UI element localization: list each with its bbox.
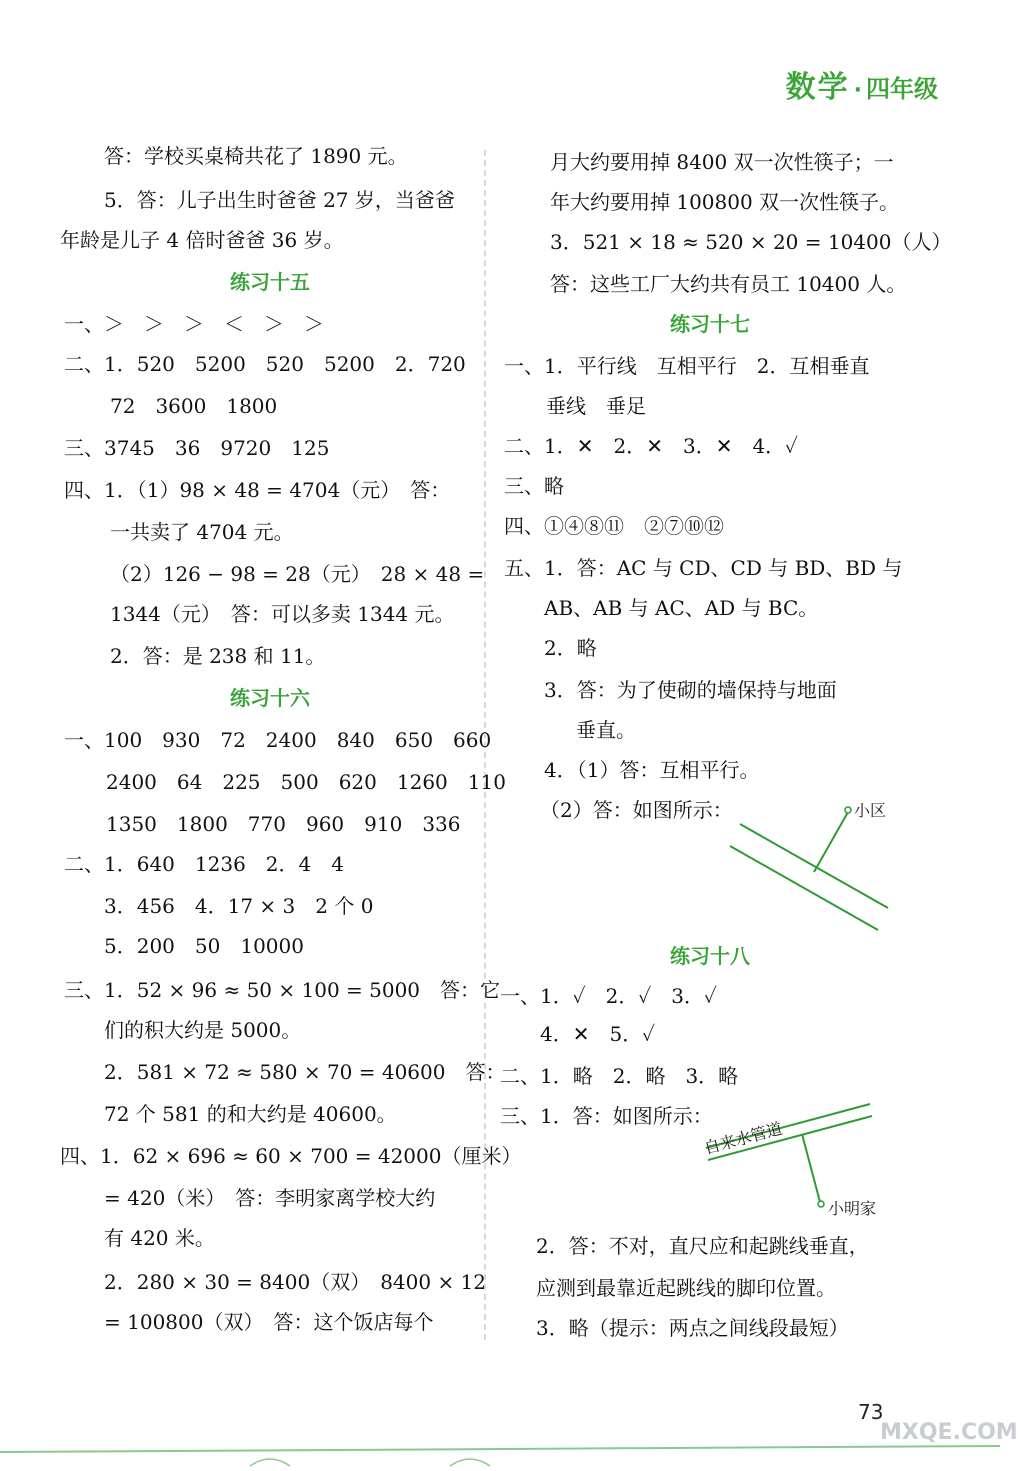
page-number: 73 (858, 1400, 884, 1424)
text-line: 3．略（提示：两点之间线段最短） (536, 1316, 849, 1340)
text-line: AB、AB 与 AC、AD 与 BC。 (544, 596, 819, 620)
header-grade: 四年级 (866, 75, 938, 103)
perpendicular-path (802, 1134, 820, 1202)
text-line: （2）126 − 98 = 28（元） 28 × 48 = (110, 562, 485, 586)
text-line: 4．（1）答：互相平行。 (544, 758, 760, 782)
text-line: 们的积大约是 5000。 (104, 1018, 302, 1042)
parallel-lines-figure (720, 790, 910, 940)
text-line: 5．200 50 10000 (104, 934, 304, 958)
text-line: 四、1．（1）98 × 48 = 4704（元） 答： (64, 478, 451, 502)
page-header (786, 62, 938, 106)
community-label: 小区 (854, 801, 887, 820)
section-title-17: 练习十七 (670, 312, 750, 336)
text-line: 2．答：不对，直尺应和起跳线垂直， (536, 1234, 869, 1258)
pipe-label: 自来水管道 (702, 1118, 785, 1158)
text-line: 一共卖了 4704 元。 (110, 520, 294, 544)
text-line: = 100800（双） 答：这个饭店每个 (104, 1310, 434, 1334)
text-line: 2．581 × 72 ≈ 580 × 70 = 40600 答： (104, 1060, 506, 1084)
community-point (845, 807, 851, 813)
text-line: 二、1．640 1236 2．4 4 (64, 852, 344, 876)
header-subject: 数学 (785, 70, 850, 105)
text-line: 72 3600 1800 (110, 394, 278, 418)
text-line: = 420（米） 答：李明家离学校大约 (104, 1186, 436, 1210)
text-line: 三、略 (504, 474, 564, 498)
text-line: 1350 1800 770 960 910 336 (106, 812, 461, 836)
watermark: MXQE.COM (880, 1420, 1018, 1445)
text-line: 三、1．52 × 96 ≈ 50 × 100 = 5000 答：它 (64, 978, 501, 1002)
perpendicular-path (814, 812, 848, 872)
text-line: 垂直。 (576, 718, 636, 742)
text-line: 2．答：是 238 和 11。 (110, 644, 326, 668)
home-label: 小明家 (828, 1199, 877, 1218)
text-line: 答：这些工厂大约共有员工 10400 人。 (550, 272, 907, 296)
text-line: 四、①④⑧⑪ ②⑦⑩⑫ (504, 514, 724, 538)
text-line: 4．✕ 5．✓ (540, 1022, 656, 1046)
text-line: 答：学校买桌椅共花了 1890 元。 (104, 144, 408, 168)
text-line: 有 420 米。 (104, 1226, 215, 1250)
text-line: 2400 64 225 500 620 1260 110 (106, 770, 506, 794)
text-line: 应测到最靠近起跳线的脚印位置。 (536, 1276, 836, 1300)
text-line: 二、1．520 5200 520 5200 2．720 (64, 352, 466, 376)
header-dot: · (853, 78, 862, 103)
section-title-15: 练习十五 (230, 270, 310, 294)
text-line: 1344（元） 答：可以多卖 1344 元。 (110, 602, 455, 626)
text-line: 3．答：为了使砌的墙保持与地面 (544, 678, 837, 702)
footer-decoration (0, 1438, 1000, 1471)
text-line: 三、3745 36 9720 125 (64, 436, 330, 460)
section-title-16: 练习十六 (230, 686, 310, 710)
road-line (740, 824, 888, 908)
text-line: 月大约要用掉 8400 双一次性筷子；一 (550, 150, 894, 174)
text-line: 二、1．略 2．略 3．略 (500, 1064, 739, 1088)
text-line: 3．521 × 18 ≈ 520 × 20 = 10400（人） (550, 230, 952, 254)
text-line: 二、1．✕ 2．✕ 3．✕ 4．✓ (504, 434, 799, 458)
text-line: 一、1．平行线 互相平行 2．互相垂直 (504, 354, 870, 378)
text-line: 垂线 垂足 (546, 394, 646, 418)
text-line: 一、1．✓ 2．✓ 3．✓ (500, 984, 717, 1008)
text-line: 5．答：儿子出生时爸爸 27 岁，当爸爸 (104, 188, 455, 212)
text-line: 四、1．62 × 696 ≈ 60 × 700 = 42000（厘米） (60, 1144, 522, 1168)
section-title-18: 练习十八 (670, 944, 750, 968)
text-line: 一、＞ ＞ ＞ ＜ ＞ ＞ (64, 312, 324, 336)
text-line: 年大约要用掉 100800 双一次性筷子。 (550, 190, 900, 214)
text-line: 72 个 581 的和大约是 40600。 (104, 1102, 397, 1126)
road-line (730, 846, 878, 930)
text-line: 2．280 × 30 = 8400（双） 8400 × 12 (104, 1270, 487, 1294)
text-line: 年龄是儿子 4 倍时爸爸 36 岁。 (60, 228, 344, 252)
home-point (818, 1201, 824, 1207)
text-line: 3．456 4．17 × 3 2 个 0 (104, 894, 374, 918)
text-line: 2．略 (544, 636, 597, 660)
text-line: 一、100 930 72 2400 840 650 660 (64, 728, 492, 752)
pipe-figure (700, 1098, 910, 1224)
text-line: （2）答：如图所示： (540, 798, 733, 822)
text-line: 三、1．答：如图所示： (500, 1104, 713, 1128)
text-line: 五、1．答：AC 与 CD、CD 与 BD、BD 与 (504, 556, 903, 580)
